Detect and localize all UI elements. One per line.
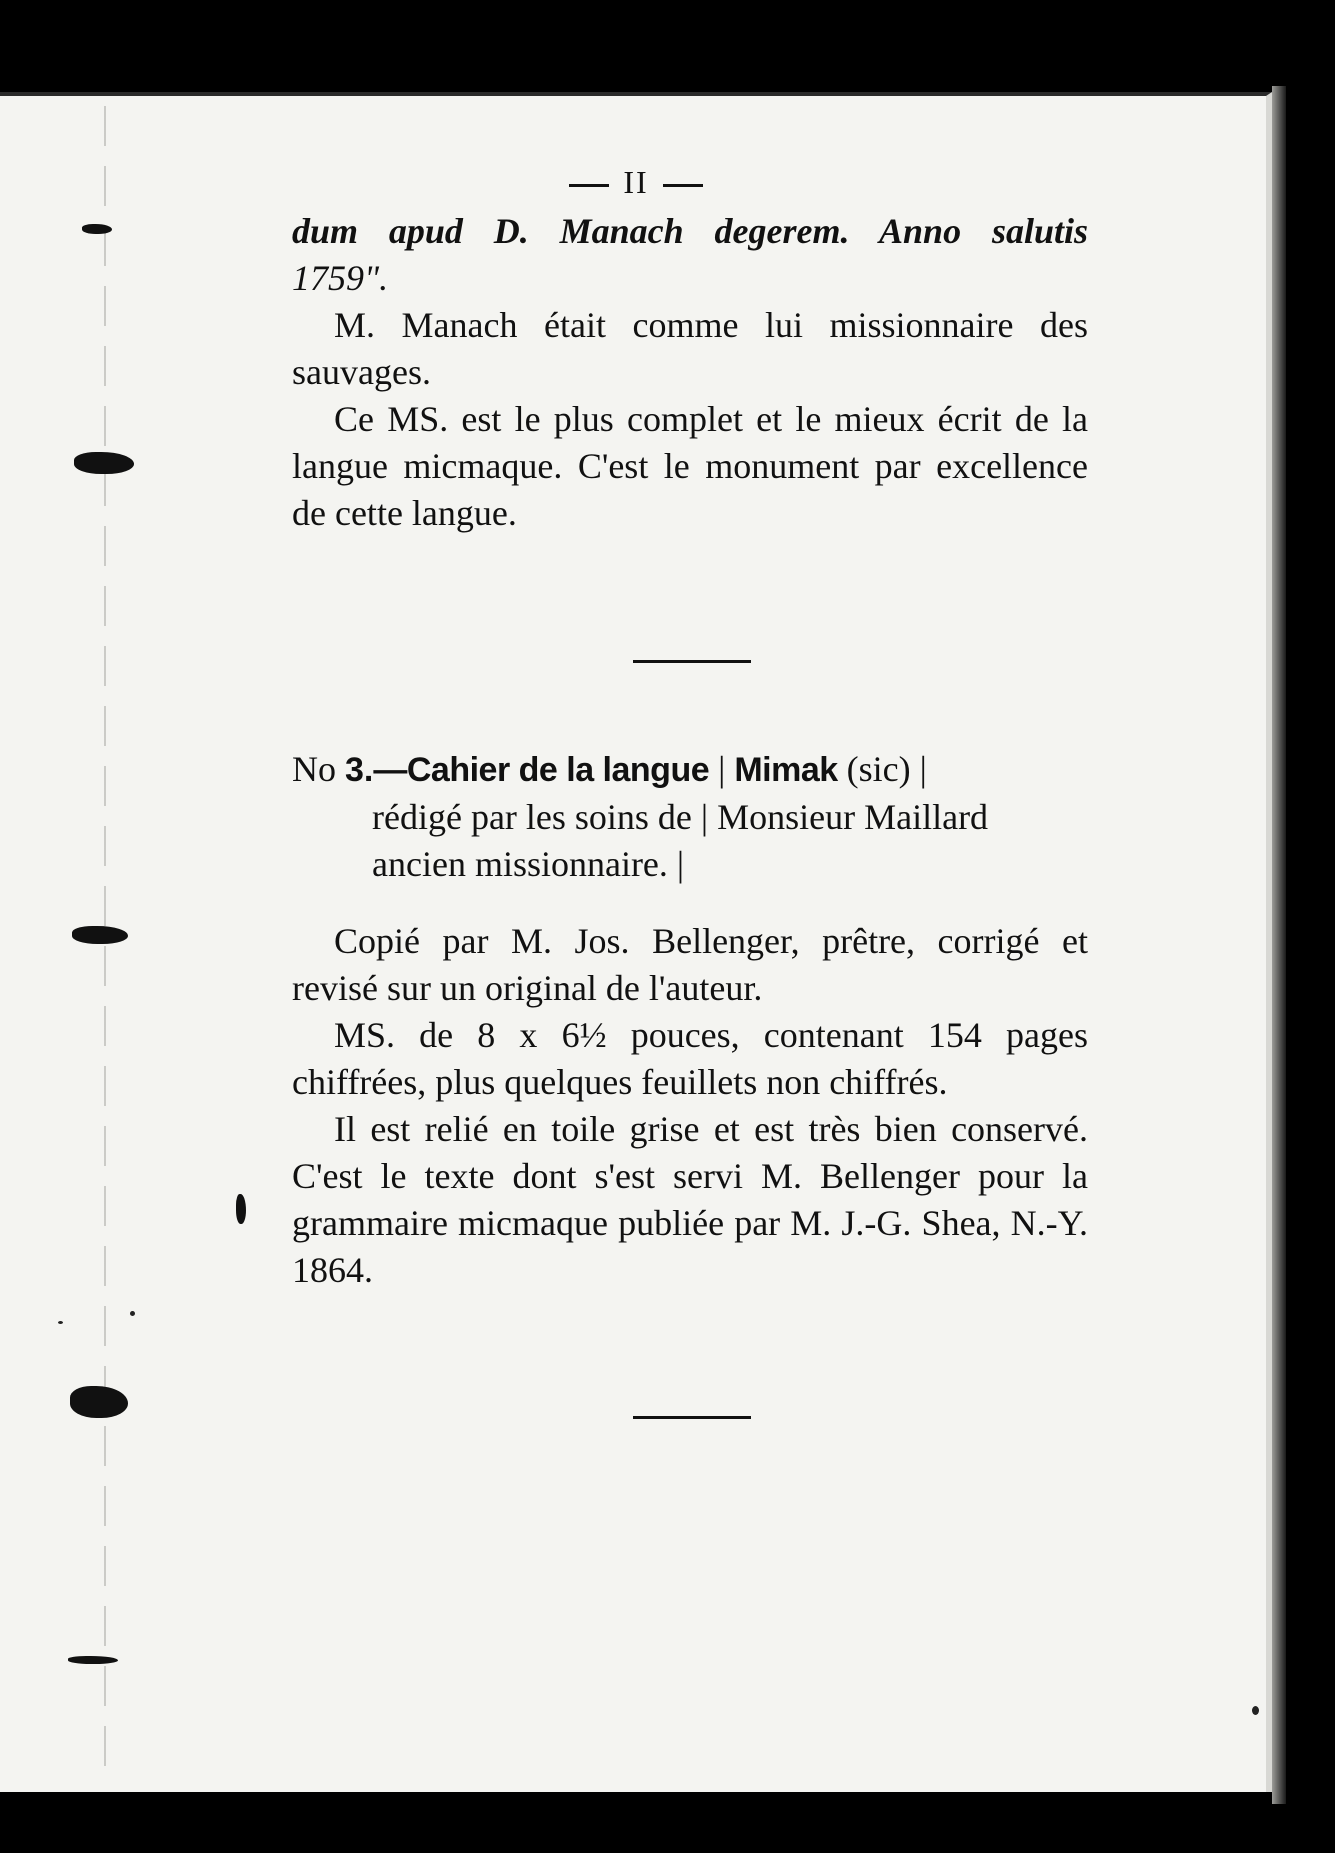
binding-mark bbox=[72, 926, 128, 944]
entry-separator: | bbox=[709, 749, 735, 789]
binding-mark bbox=[82, 224, 112, 234]
entry-number: 3. bbox=[345, 751, 374, 789]
paragraph-ms-description: Ce MS. est le plus complet et le mieux écrit de la langue micmaque. C'est le monument par excellence de cette langue. bbox=[292, 399, 1088, 533]
entry-separator: | bbox=[919, 749, 927, 789]
page-number-text: II bbox=[623, 164, 649, 200]
binding-mark bbox=[68, 1656, 118, 1664]
page-number bbox=[0, 164, 1272, 201]
latin-quote-line: dum apud D. Manach degerem. Anno salutis bbox=[292, 211, 1088, 251]
binding-mark bbox=[236, 1194, 246, 1224]
binding-line bbox=[104, 106, 106, 1786]
document-page bbox=[0, 92, 1272, 1792]
top-text-block bbox=[292, 208, 1088, 537]
paragraph-copie: Copié par M. Jos. Bellenger, prêtre, corrigé et revisé sur un original de l'auteur. bbox=[292, 921, 1088, 1008]
latin-quote-year: 1759". bbox=[292, 258, 389, 298]
entry-title-part2: Mimak bbox=[734, 751, 838, 789]
speck bbox=[130, 1311, 135, 1316]
paragraph-manach: M. Manach était comme lui missionnaire des sauvages. bbox=[292, 305, 1088, 392]
page-number-dash bbox=[569, 184, 609, 187]
page-edge-shadow bbox=[1272, 86, 1286, 1804]
speck bbox=[1252, 1706, 1259, 1715]
binding-mark bbox=[70, 1386, 128, 1418]
end-divider-rule bbox=[633, 1416, 751, 1419]
description-block bbox=[292, 918, 1088, 1294]
entry-heading bbox=[292, 746, 1088, 888]
entry-heading-line bbox=[292, 746, 1088, 794]
entry-sic: (sic) bbox=[837, 749, 920, 789]
entry-continuation: rédigé par les soins de | Monsieur Maillard ancien missionnaire. | bbox=[372, 797, 989, 884]
binding-mark bbox=[74, 452, 134, 474]
speck bbox=[58, 1321, 63, 1324]
page-number-dash bbox=[663, 184, 703, 187]
paragraph-dimensions: MS. de 8 x 6½ pouces, contenant 154 pages chiffrées, plus quelques feuillets non chiffrés. bbox=[292, 1015, 1088, 1102]
entry-title-part1: —Cahier de la langue bbox=[373, 751, 710, 789]
section-divider-rule bbox=[633, 660, 751, 663]
paragraph-reliure: Il est relié en toile grise et est très bien conservé. C'est le texte dont s'est servi M. Bellenger pour la grammaire micmaque publiée par M. J.-G. Shea, N.-Y. 1864. bbox=[292, 1109, 1088, 1290]
entry-number-prefix: No bbox=[292, 749, 345, 789]
